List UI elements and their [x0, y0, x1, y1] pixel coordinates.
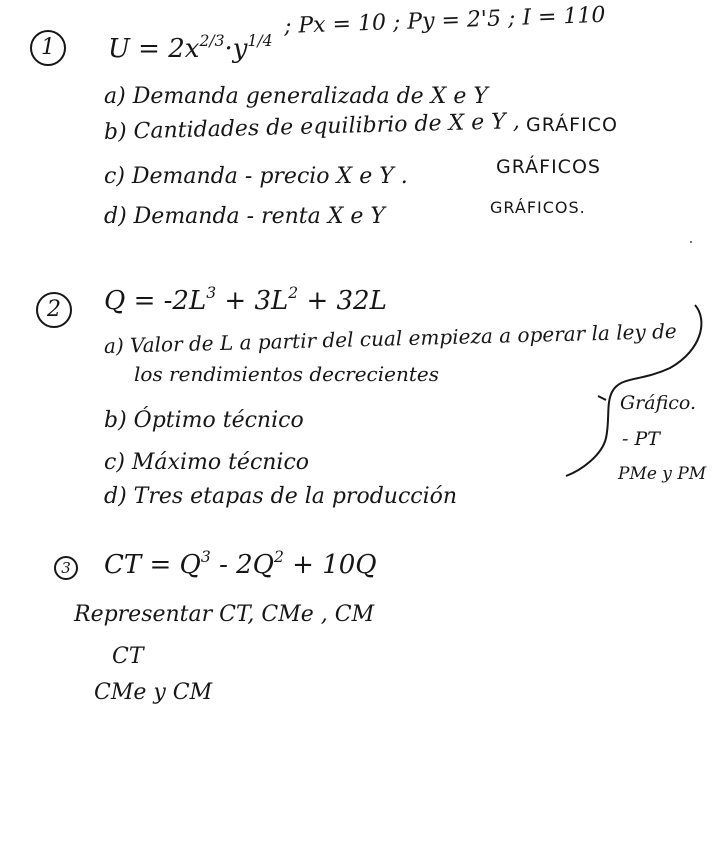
problem-3-ct: CT [112, 644, 144, 669]
problem-3-number: 3 [54, 556, 78, 580]
problem-2-item-b: b) Óptimo técnico [104, 408, 304, 433]
prod-eq-a: Q = -2L [104, 285, 207, 316]
prod-eq-b: + 3L [224, 285, 289, 316]
cost-exp-1: 3 [200, 548, 211, 566]
prod-exp-1: 3 [206, 284, 217, 302]
utility-exp-x: 2/3 [199, 32, 225, 50]
problem-3-cost-equation [104, 550, 377, 578]
cost-eq-b: - 2Q [219, 549, 274, 580]
prod-exp-2: 2 [288, 284, 299, 302]
problem-2-item-c: c) Máximo técnico [104, 450, 310, 475]
cost-exp-2: 2 [273, 548, 284, 566]
problem-2-side-note-pme: PMe y PM [618, 464, 707, 484]
problem-2-side-note-graph: Gráfico. [620, 392, 697, 414]
problem-2-production-equation [104, 286, 387, 314]
utility-eq-x: U = 2x [108, 33, 200, 64]
utility-eq-y: ·y [224, 33, 248, 64]
utility-exp-y: 1/4 [247, 32, 273, 50]
problem-3-represent: Representar CT, CMe , CM [74, 602, 375, 627]
problem-1-item-b: b) Cantidades de equilibrio de X e Y , [103, 109, 521, 145]
problem-1-item-b-graph: GRÁFICO [526, 114, 618, 136]
problem-2-item-a-line1: a) Valor de L a partir del cual empieza a operar la ley de [103, 319, 678, 358]
problem-1-item-d-graph: GRÁFICOS. [490, 198, 586, 217]
cost-eq-a: CT = Q [104, 549, 201, 580]
problem-1-item-d: d) Demanda - renta X e Y [104, 204, 385, 229]
problem-1-utility-equation [108, 34, 273, 62]
prod-eq-c: + 32L [306, 285, 387, 316]
problem-1-item-c: c) Demanda - precio X e Y . [104, 164, 408, 189]
problem-1-item-a: a) Demanda generalizada de X e Y [104, 84, 488, 109]
stray-dot [690, 241, 692, 243]
problem-1-params: ; Px = 10 ; Py = 2'5 ; I = 110 [283, 2, 606, 39]
cost-eq-c: + 10Q [292, 549, 377, 580]
problem-1-number: 1 [30, 30, 66, 66]
problem-2-side-note-pt: - PT [622, 428, 660, 450]
problem-2-item-a-line2: los rendimientos decrecientes [134, 362, 439, 386]
problem-1-item-c-graph: GRÁFICOS [496, 156, 601, 178]
problem-3-cme-cm: CMe y CM [94, 680, 213, 705]
problem-2-number: 2 [36, 292, 72, 328]
problem-2-item-d: d) Tres etapas de la producción [104, 484, 458, 509]
